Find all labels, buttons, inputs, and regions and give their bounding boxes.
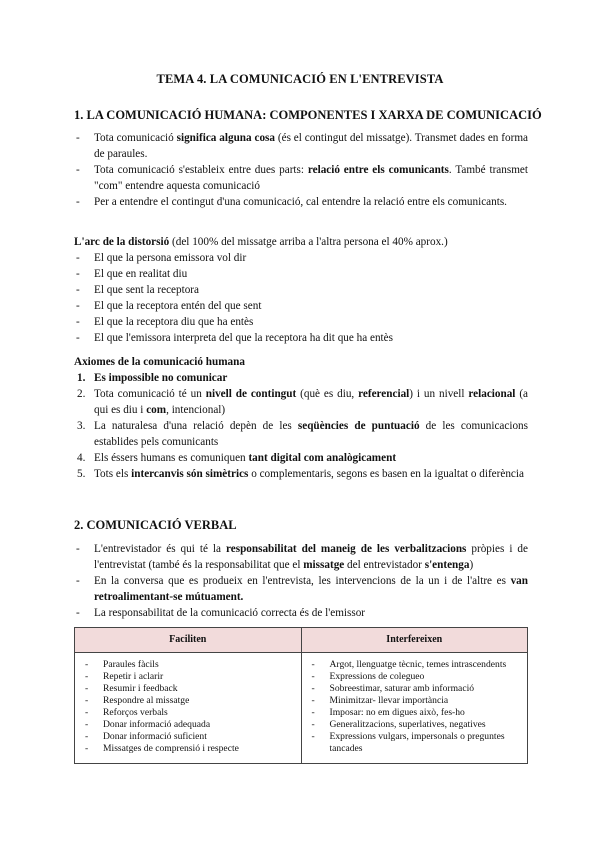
axiom-item	[74, 386, 528, 418]
axiom-number: 3.	[77, 420, 86, 432]
list-item: - Respondre al missatge	[81, 695, 295, 707]
list-item: - Sobreestimar, saturar amb informació	[308, 683, 522, 695]
axiom-item	[74, 450, 528, 466]
list-item: - Per a entendre el contingut d'una comunicació, cal entendre la relació entre els comunicants.	[74, 194, 528, 210]
list-item: - Tota comunicació s'estableix entre dues parts: relació entre els comunicants. També transmet "com" entendre aquesta comunicació	[74, 162, 528, 194]
list-item: - El que l'emissora interpreta del que la receptora ha dit que ha entès	[74, 330, 528, 346]
list-item: - Tota comunicació significa alguna cosa (és el contingut del missatge). Transmet dades en forma de paraules.	[74, 130, 528, 162]
facilitate-list	[81, 659, 295, 755]
axiom-number: 1.	[77, 372, 86, 384]
text-segment: La responsabilitat de la comunicació correcta és de l'emissor	[94, 607, 366, 619]
axiom-number: 2.	[77, 388, 86, 400]
text-segment: (a qui es diu i	[94, 388, 529, 416]
list-item: - Paraules fàcils	[81, 659, 295, 671]
text-segment: Tots els	[94, 468, 132, 480]
list-item	[74, 541, 528, 573]
axiom-item	[74, 466, 528, 482]
text-segment: o complementaris, segons es basen en la igualtat o diferència	[248, 468, 524, 480]
list-item	[74, 573, 528, 605]
table-header-facilitate: Faciliten	[75, 628, 302, 653]
text-segment: La naturalesa d'una relació depèn de les	[94, 420, 298, 432]
list-item: - Minimitzar- llevar importància	[308, 695, 522, 707]
interfere-list	[308, 659, 522, 755]
text-segment: pròpies i de l'entrevistat (també és la responsabilitat que el	[94, 543, 528, 571]
list-item: - El que en realitat diu	[74, 266, 528, 282]
text-segment: , intencional)	[166, 404, 226, 416]
page-title: TEMA 4. LA COMUNICACIÓ EN L'ENTREVISTA	[156, 72, 444, 86]
list-item: - Repetir i aclarir	[81, 671, 295, 683]
section-1-intro-list	[74, 130, 528, 210]
axiom-number: 4.	[77, 452, 86, 464]
section-2-list-block	[74, 541, 528, 621]
list-item: - Argot, llenguatge tècnic, temes intrascendents	[308, 659, 522, 671]
list-item: - Imposar: no em digues això, fes-ho	[308, 707, 522, 719]
axiom-item	[74, 418, 528, 450]
bold-text: missatge	[303, 559, 345, 571]
text-segment: L'entrevistador és qui té la	[94, 543, 226, 555]
bold-text: com	[146, 404, 167, 416]
section-2-heading: 2. COMUNICACIÓ VERBAL	[74, 518, 237, 532]
list-item: - El que la receptora entén del que sent	[74, 298, 528, 314]
bold-text: relacional	[468, 388, 516, 400]
bold-text: seqüències de puntuació	[297, 420, 420, 432]
list-item: - Reforços verbals	[81, 707, 295, 719]
bold-text: referencial	[358, 388, 410, 400]
axiom-item	[74, 370, 528, 386]
bold-text: Es impossible no comunicar	[94, 372, 228, 384]
bold-text: nivell de contingut	[205, 388, 297, 400]
list-item: - Missatges de comprensió i respecte	[81, 743, 295, 755]
bold-text: s'entenga	[424, 559, 470, 571]
table-cell-facilitate	[75, 653, 302, 764]
list-item: - Generalitzacions, superlatives, negatives	[308, 719, 522, 731]
bold-text: van retroalimentant-se mútuament.	[94, 575, 528, 603]
text-segment: )	[469, 559, 474, 571]
bold-text: intercanvis són simètrics	[131, 468, 249, 480]
bold-text: tant digital com analògicament	[248, 452, 397, 464]
list-item: - Expressions de colegueo	[308, 671, 522, 683]
section-1-heading: 1. LA COMUNICACIÓ HUMANA: COMPONENTES I XARXA DE COMUNICACIÓ	[74, 108, 542, 122]
list-item: - Resumir i feedback	[81, 683, 295, 695]
distortion-arc-list	[74, 250, 528, 346]
text-segment: (què es diu,	[296, 388, 359, 400]
communication-table	[74, 627, 528, 764]
list-item: - Donar informació adequada	[81, 719, 295, 731]
list-item: - El que la receptora diu que ha entès	[74, 314, 528, 330]
text-segment: ) i un nivell	[409, 388, 469, 400]
text-segment: del entrevistador	[344, 559, 425, 571]
axioms-heading: Axiomes de la comunicació humana	[74, 356, 245, 368]
table-cell-interfere	[301, 653, 528, 764]
list-item: - Donar informació suficient	[81, 731, 295, 743]
text-segment: de les comunicacions establides pels comunicants	[94, 420, 529, 448]
axiom-number: 5.	[77, 468, 86, 480]
list-item: - El que la persona emissora vol dir	[74, 250, 528, 266]
text-segment: En la conversa que es produeix en l'entrevista, les intervencions de la un i de l'altre es	[94, 575, 511, 587]
bold-text: responsabilitat del maneig de les verbalitzacions	[225, 543, 467, 555]
list-item: - Expressions vulgars, impersonals o preguntes tancades	[308, 731, 522, 755]
table-header-interfere: Interfereixen	[301, 628, 528, 653]
verbal-communication-list	[74, 541, 528, 621]
axioms-list	[74, 370, 528, 482]
text-segment: Tota comunicació té un	[94, 388, 206, 400]
list-item: - El que sent la receptora	[74, 282, 528, 298]
text-segment: Els éssers humans es comuniquen	[94, 452, 249, 464]
axioms-block	[74, 354, 528, 482]
list-item	[74, 605, 528, 621]
distortion-arc-block	[74, 234, 528, 346]
distortion-arc-heading: L'arc de la distorsió (del 100% del missatge arriba a l'altra persona el 40% aprox.)	[74, 236, 448, 248]
